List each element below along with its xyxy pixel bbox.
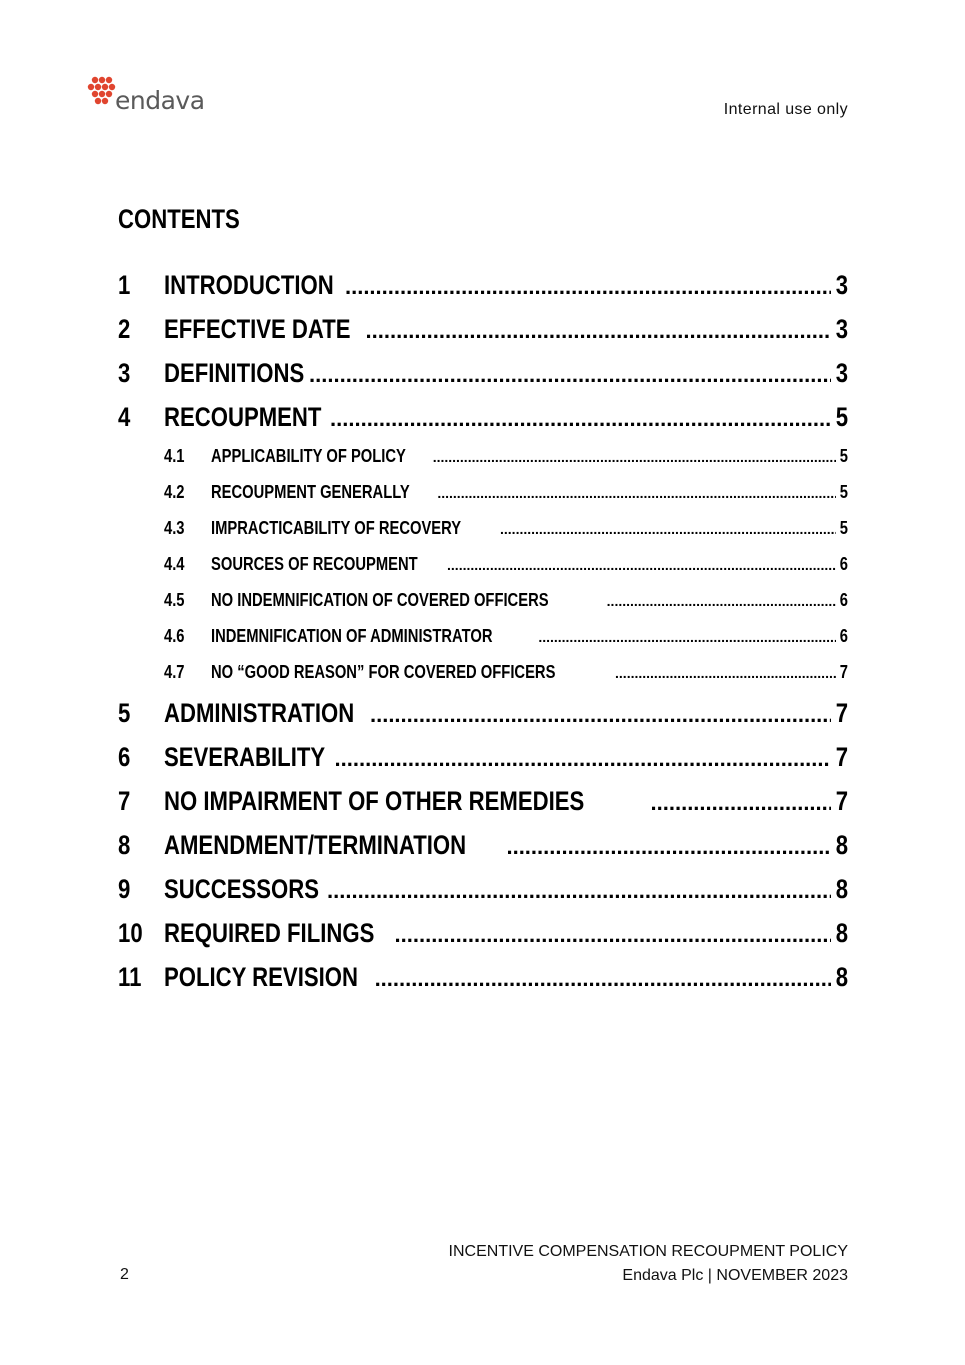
toc-entry-label: APPLICABILITY OF POLICY bbox=[211, 446, 406, 466]
toc-entry-page: 3 bbox=[835, 314, 848, 344]
toc-subentry[interactable] bbox=[118, 554, 848, 590]
toc-entry-label: NO IMPAIRMENT OF OTHER REMEDIES bbox=[164, 786, 585, 816]
toc-leader-dots bbox=[375, 966, 831, 992]
toc-entry-label: SOURCES OF RECOUPMENT bbox=[211, 554, 418, 574]
toc-leader-dots bbox=[651, 790, 831, 816]
toc-leader-dots bbox=[607, 593, 836, 609]
footer-company-date: Endava Plc | NOVEMBER 2023 bbox=[622, 1267, 848, 1284]
toc-subentry[interactable] bbox=[118, 590, 848, 626]
toc-entry-number: 8 bbox=[118, 830, 131, 860]
toc-leader-dots bbox=[370, 702, 831, 728]
toc-entry-label: INTRODUCTION bbox=[164, 270, 334, 300]
toc-entry-page: 8 bbox=[835, 874, 848, 904]
toc-entry-number: 5 bbox=[118, 698, 131, 728]
toc-leader-dots bbox=[437, 485, 836, 501]
toc-entry-number: 6 bbox=[118, 742, 131, 772]
page-number: 2 bbox=[120, 1266, 129, 1283]
toc-entry-number: 2 bbox=[118, 314, 131, 344]
toc-leader-dots bbox=[327, 878, 831, 904]
toc-leader-dots bbox=[447, 557, 836, 573]
toc-entry-number: 4.5 bbox=[164, 590, 185, 610]
toc-leader-dots bbox=[500, 521, 836, 537]
toc-entry-number: 9 bbox=[118, 874, 131, 904]
toc-entry[interactable] bbox=[118, 698, 848, 742]
toc-entry-number: 4.4 bbox=[164, 554, 185, 574]
toc-entry-label: POLICY REVISION bbox=[164, 962, 358, 992]
toc-entry-label: SEVERABILITY bbox=[164, 742, 326, 772]
toc-entry-page: 8 bbox=[835, 918, 848, 948]
toc-entry-number: 10 bbox=[118, 918, 143, 948]
toc-entry-label: ADMINISTRATION bbox=[164, 698, 355, 728]
toc-entry[interactable] bbox=[118, 830, 848, 874]
toc-entry-number: 4 bbox=[118, 402, 131, 432]
toc-entry-number: 4.7 bbox=[164, 662, 185, 682]
toc-entry-page: 8 bbox=[835, 962, 848, 992]
toc-entry-page: 6 bbox=[839, 590, 848, 610]
toc-heading: CONTENTS bbox=[118, 204, 240, 234]
toc-entry-page: 3 bbox=[835, 358, 848, 388]
toc-entry-page: 7 bbox=[839, 662, 848, 682]
toc-entry[interactable] bbox=[118, 358, 848, 402]
toc-entry-page: 8 bbox=[835, 830, 848, 860]
toc-entry-label: EFFECTIVE DATE bbox=[164, 314, 351, 344]
toc-entry-page: 6 bbox=[839, 626, 848, 646]
toc-leader-dots bbox=[395, 922, 831, 948]
toc-subentry[interactable] bbox=[118, 626, 848, 662]
toc-entry-page: 5 bbox=[835, 402, 848, 432]
toc-entry-page: 3 bbox=[835, 270, 848, 300]
toc-subentry[interactable] bbox=[118, 446, 848, 482]
toc-leader-dots bbox=[330, 406, 831, 432]
logo-wordmark: endava bbox=[115, 86, 205, 115]
toc-entry-label: DEFINITIONS bbox=[164, 358, 305, 388]
toc-leader-dots bbox=[335, 746, 831, 772]
toc-leader-dots bbox=[433, 449, 836, 465]
endava-logo bbox=[86, 76, 210, 120]
toc-entry[interactable] bbox=[118, 314, 848, 358]
toc-entry-label: NO “GOOD REASON” FOR COVERED OFFICERS bbox=[211, 662, 556, 682]
toc-leader-dots bbox=[615, 665, 836, 681]
toc-entry-label: RECOUPMENT bbox=[164, 402, 322, 432]
toc-entry-page: 5 bbox=[839, 482, 848, 502]
toc-entry[interactable] bbox=[118, 786, 848, 830]
toc-entry-label: REQUIRED FILINGS bbox=[164, 918, 375, 948]
toc-entry-number: 4.1 bbox=[164, 446, 185, 466]
toc-entry-label: INDEMNIFICATION OF ADMINISTRATOR bbox=[211, 626, 493, 646]
toc-entry-label: AMENDMENT/TERMINATION bbox=[164, 830, 467, 860]
toc-subentry[interactable] bbox=[118, 662, 848, 698]
toc-entry-label: IMPRACTICABILITY OF RECOVERY bbox=[211, 518, 462, 538]
toc-leader-dots bbox=[506, 834, 831, 860]
toc-entry-page: 5 bbox=[839, 518, 848, 538]
toc-entry-number: 3 bbox=[118, 358, 131, 388]
toc-leader-dots bbox=[345, 274, 831, 300]
toc-entry-page: 7 bbox=[835, 698, 848, 728]
toc-entry-label: RECOUPMENT GENERALLY bbox=[211, 482, 410, 502]
toc-entry[interactable] bbox=[118, 270, 848, 314]
toc-entry[interactable] bbox=[118, 962, 848, 1006]
toc-entry-number: 11 bbox=[118, 962, 142, 992]
toc-subentry[interactable] bbox=[118, 518, 848, 554]
toc-entry[interactable] bbox=[118, 918, 848, 962]
toc-leader-dots bbox=[366, 318, 831, 344]
toc-entry-label: NO INDEMNIFICATION OF COVERED OFFICERS bbox=[211, 590, 549, 610]
toc-entry-number: 4.2 bbox=[164, 482, 185, 502]
toc-entry-page: 5 bbox=[839, 446, 848, 466]
toc-leader-dots bbox=[309, 362, 831, 388]
toc-entry-number: 4.3 bbox=[164, 518, 185, 538]
toc-entry-page: 7 bbox=[835, 786, 848, 816]
toc-entry-number: 4.6 bbox=[164, 626, 185, 646]
classification-label: Internal use only bbox=[723, 101, 848, 118]
toc-entry-page: 6 bbox=[839, 554, 848, 574]
footer-document-title: INCENTIVE COMPENSATION RECOUPMENT POLICY bbox=[448, 1243, 848, 1260]
toc-entry[interactable] bbox=[118, 874, 848, 918]
toc-entry-page: 7 bbox=[835, 742, 848, 772]
toc-leader-dots bbox=[538, 629, 836, 645]
toc-entry-label: SUCCESSORS bbox=[164, 874, 320, 904]
toc-subentry[interactable] bbox=[118, 482, 848, 518]
toc-entry-number: 7 bbox=[118, 786, 131, 816]
toc-entry[interactable] bbox=[118, 402, 848, 446]
toc-entry[interactable] bbox=[118, 742, 848, 786]
table-of-contents bbox=[118, 270, 848, 1006]
toc-entry-number: 1 bbox=[118, 270, 131, 300]
